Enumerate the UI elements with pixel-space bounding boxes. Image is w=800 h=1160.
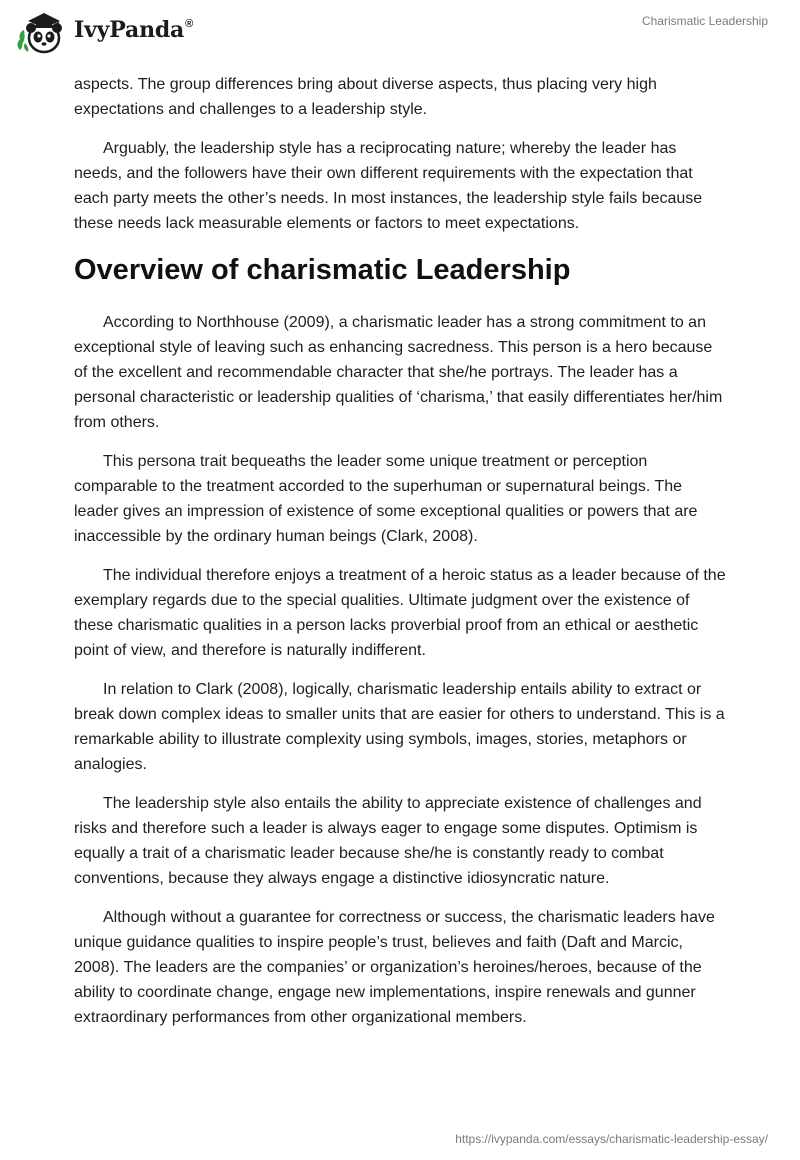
article-body <box>74 72 726 1044</box>
section-heading: Overview of charismatic Leadership <box>74 254 571 286</box>
paragraph: The leadership style also entails the ability to appreciate existence of challenges and risks and therefore such a leader is always eager to engage some disputes. Optimism is equally a trait of a charismatic leader because she/he is constantly ready to combat conventions, because they always engage a distinctive idiosyncratic nature. <box>74 795 702 887</box>
paragraph: This persona trait bequeaths the leader some unique treatment or perception comparable to the treatment accorded to the superhuman or supernatural beings. The leader gives an impression of existence of some exceptional qualities or powers that are inaccessible by the ordinary human beings (Clark, 2008). <box>74 453 698 545</box>
paragraph-reciprocating: Arguably, the leadership style has a reciprocating nature; whereby the leader has needs, and the followers have their own different requirements with the expectation that each party meets the other’s needs. In most instances, the leadership style fails because these needs lack measurable elements or factors to meet expectations. <box>74 140 703 232</box>
page-header <box>0 0 800 72</box>
registered-mark: ® <box>185 17 194 30</box>
paragraph: According to Northhouse (2009), a charismatic leader has a strong commitment to an exceptional style of leaving such as enhancing sacredness. This person is a hero because of the excellent and recommendable character that she/he portrays. The leader has a personal characteristic or leadership qualities of ‘charisma,’ that easily differentiates her/him from others. <box>74 314 723 431</box>
paragraph: Although without a guarantee for correctness or success, the charismatic leaders have unique guidance qualities to inspire people’s trust, believes and faith (Daft and Marcic, 2008). The leaders are the companies’ or organization’s heroines/heroes, because of the ability to coordinate change, engage new implementations, inspire renewals and gunner extraordinary performances from other organizational members. <box>74 909 715 1026</box>
logo-wordmark <box>74 17 193 43</box>
document-title: Charismatic Leadership <box>641 14 768 28</box>
panda-graduate-icon <box>16 8 68 56</box>
paragraph-intro-continued: aspects. The group differences bring about diverse aspects, thus placing very high expectations and challenges to a leadership style. <box>74 76 657 118</box>
paragraph: The individual therefore enjoys a treatment of a heroic status as a leader because of the exemplary regards due to the special qualities. Ultimate judgment over the existence of these charismatic qualities in a person lacks proverbial proof from an ethical or aesthetic point of view, and therefore is naturally indifferent. <box>74 567 726 659</box>
ivypanda-logo[interactable] <box>16 8 193 56</box>
source-url[interactable]: https://ivypanda.com/essays/charismatic-leadership-essay/ <box>455 1132 768 1146</box>
paragraph: In relation to Clark (2008), logically, charismatic leadership entails ability to extract or break down complex ideas to smaller units that are easier for others to understand. This is a remarkable ability to illustrate complexity using symbols, images, stories, metaphors or analogies. <box>74 681 725 773</box>
logo-text: IvyPanda <box>74 17 185 43</box>
